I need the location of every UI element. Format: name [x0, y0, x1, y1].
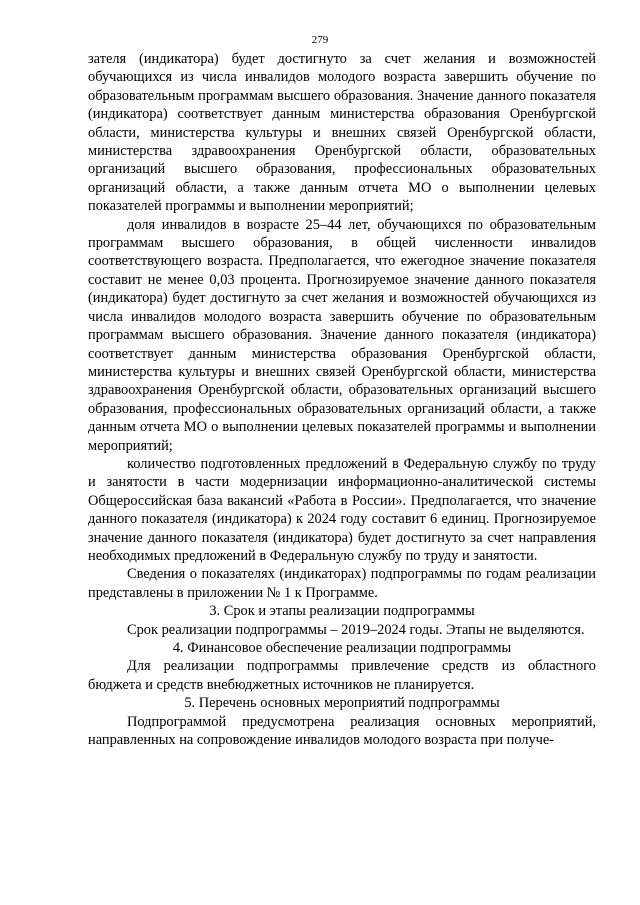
paragraph-indicators-reference: Сведения о показателях (индикаторах) подпрограммы по годам реализации представлены в приложении № 1 к Программе. [88, 566, 596, 601]
section-text-terms: Срок реализации подпрограммы – 2019–2024 годы. Этапы не выделяются. [127, 621, 585, 638]
section-text-financing: Для реализации подпрограммы привлечение средств из областного бюджета и средств внебюджетных источников не планируется. [88, 658, 596, 693]
page-number: 279 [311, 34, 329, 46]
section-heading-measures: 5. Перечень основных мероприятий подпрограммы [184, 695, 500, 712]
paragraph-indicator-share: доля инвалидов в возрасте 25–44 лет, обучающихся по образовательным программам высшего образования, в общей численности инвалидов соответствующего возраста. Предполагается, что ежегодное значение показателя составит не менее 0,03 процента. Прогнозируемое значение данного показателя (индикатора) будет достигнуто за счет желания и возможностей обучающихся из числа инвалидов молодого возраста завершить обучение по образовательным программам высшего образования. Значение данного показателя (индикатора) соответствует данным министерства образования Оренбургской области, министерства культуры и внешних связей Оренбургской области, министерства здравоохранения Оренбургской области, образовательных организаций высшего образования, профессиональных образовательных организаций области, а также данным отчета МО о выполнении целевых показателей программы и выполнении мероприятий; [88, 216, 596, 454]
paragraph-indicator-proposals: количество подготовленных предложений в Федеральную службу по труду и занятости в части модернизации информационно-аналитической системы Общероссийская база вакансий «Работа в России». Предполагается, что значение данного показателя (индикатора) к 2024 году составит 6 единиц. Прогнозируемое значение данного показателя (индикатора) будет достигнуто за счет направления необходимых предложений в Федеральную службу по труду и занятости. [88, 455, 596, 564]
section-heading-financing: 4. Финансовое обеспечение реализации подпрограммы [172, 640, 512, 656]
section-heading-terms: 3. Срок и этапы реализации подпрограммы [209, 603, 475, 620]
paragraph-continued: зателя (индикатора) будет достигнуто за счет желания и возможностей обучающихся из числа инвалидов молодого возраста завершить обучение по образовательным программам высшего образования. Значение данного показателя (индикатора) соответствует данным министерства образования Оренбургской области, министерства культуры и внешних связей Оренбургской области, министерства здравоохранения Оренбургской области, образовательных организаций высшего образования, профессиональных образовательных организаций области, а также данным отчета МО о выполнении целевых показателей программы и выполнении мероприятий; [88, 51, 596, 215]
page-body [88, 50, 596, 749]
section-text-measures: Подпрограммой предусмотрена реализация основных мероприятий, направленных на сопровождение инвалидов молодого возраста при получе- [88, 713, 596, 749]
